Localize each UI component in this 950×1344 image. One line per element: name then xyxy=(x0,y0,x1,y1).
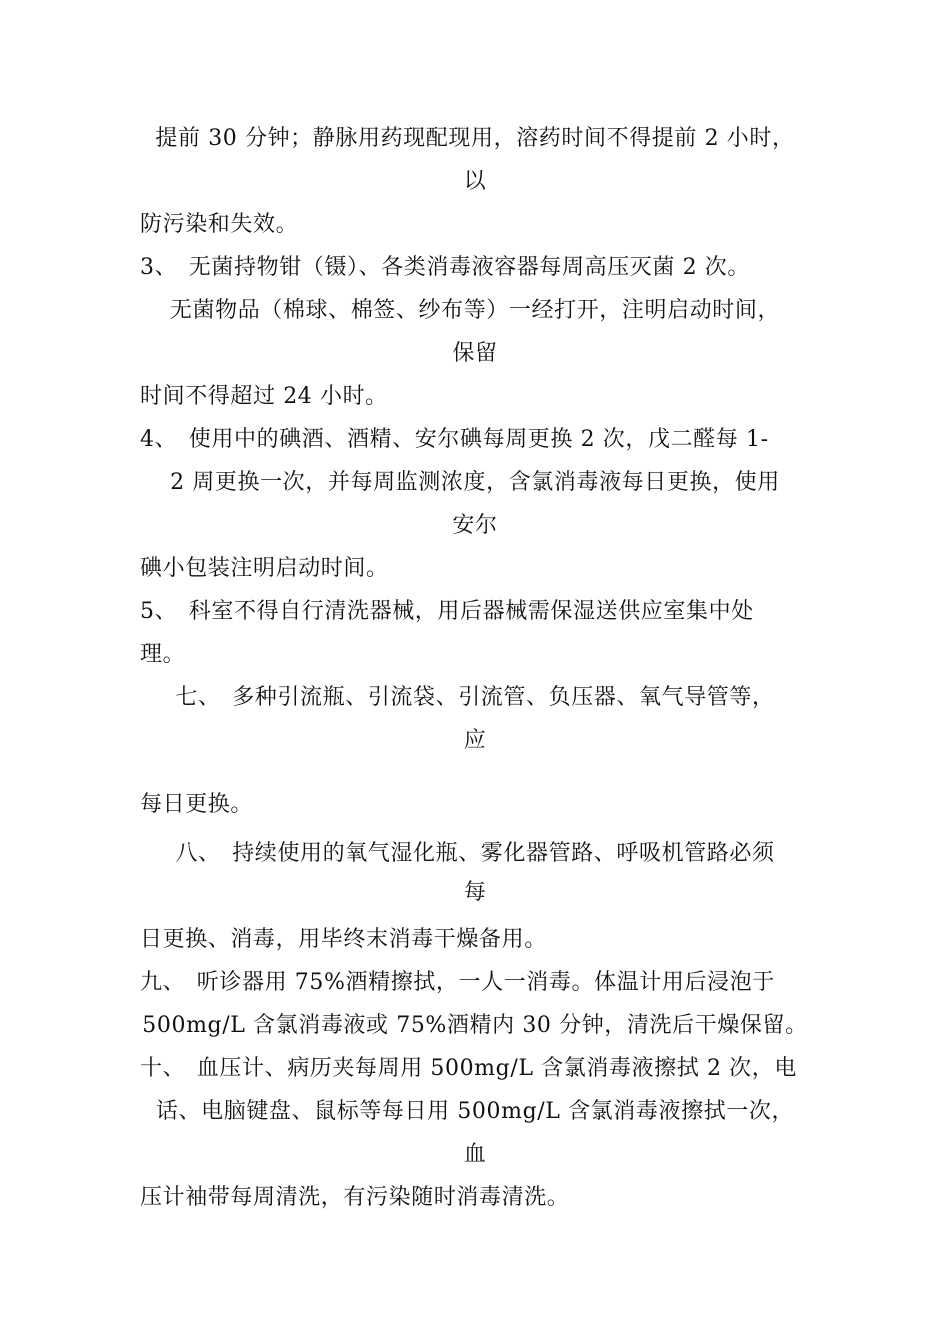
text-line: 提前 30 分钟；静脉用药现配现用，溶药时间不得提前 2 小时， xyxy=(155,126,795,151)
text-line: 应 xyxy=(463,728,487,753)
text-line: 碘小包装注明启动时间。 xyxy=(140,556,389,581)
text-line: 每日更换。 xyxy=(140,792,254,817)
text-line: 每 xyxy=(463,880,487,905)
text-line: 八、 持续使用的氧气湿化瓶、雾化器管路、呼吸机管路必须 xyxy=(175,841,775,866)
text-line: 安尔 xyxy=(452,513,498,538)
text-line: 理。 xyxy=(140,642,186,667)
text-line: 2 周更换一次，并每周监测浓度，含氯消毒液每日更换，使用 xyxy=(170,470,780,495)
text-line: 保留 xyxy=(452,341,498,366)
text-line: 十、 血压计、病历夹每周用 500mg/L 含氯消毒液擦拭 2 次，电 xyxy=(140,1056,797,1081)
text-line: 话、电脑键盘、鼠标等每日用 500mg/L 含氯消毒液擦拭一次， xyxy=(155,1099,795,1124)
text-line: 压计袖带每周清洗，有污染随时消毒清洗。 xyxy=(140,1185,570,1210)
text-line: 血 xyxy=(463,1142,487,1167)
text-line: 日更换、消毒，用毕终末消毒干燥备用。 xyxy=(140,927,547,952)
text-line: 防污染和失效。 xyxy=(140,212,299,237)
text-line: 九、 听诊器用 75%酒精擦拭，一人一消毒。体温计用后浸泡于 xyxy=(140,970,775,995)
text-line: 以 xyxy=(463,169,487,194)
text-line: 500mg/L 含氯消毒液或 75%酒精内 30 分钟，清洗后干燥保留。 xyxy=(142,1013,808,1038)
text-line: 时间不得超过 24 小时。 xyxy=(140,384,388,409)
text-line: 七、 多种引流瓶、引流袋、引流管、负压器、氧气导管等， xyxy=(175,685,775,710)
text-line: 无菌物品（棉球、棉签、纱布等）一经打开，注明启动时间， xyxy=(169,298,781,323)
text-line: 4、 使用中的碘酒、酒精、安尔碘每周更换 2 次，戊二醛每 1- xyxy=(140,427,769,452)
text-line: 5、 科室不得自行清洗器械，用后器械需保湿送供应室集中处 xyxy=(140,599,754,624)
text-line: 3、 无菌持物钳（镊）、各类消毒液容器每周高压灭菌 2 次。 xyxy=(140,255,750,280)
